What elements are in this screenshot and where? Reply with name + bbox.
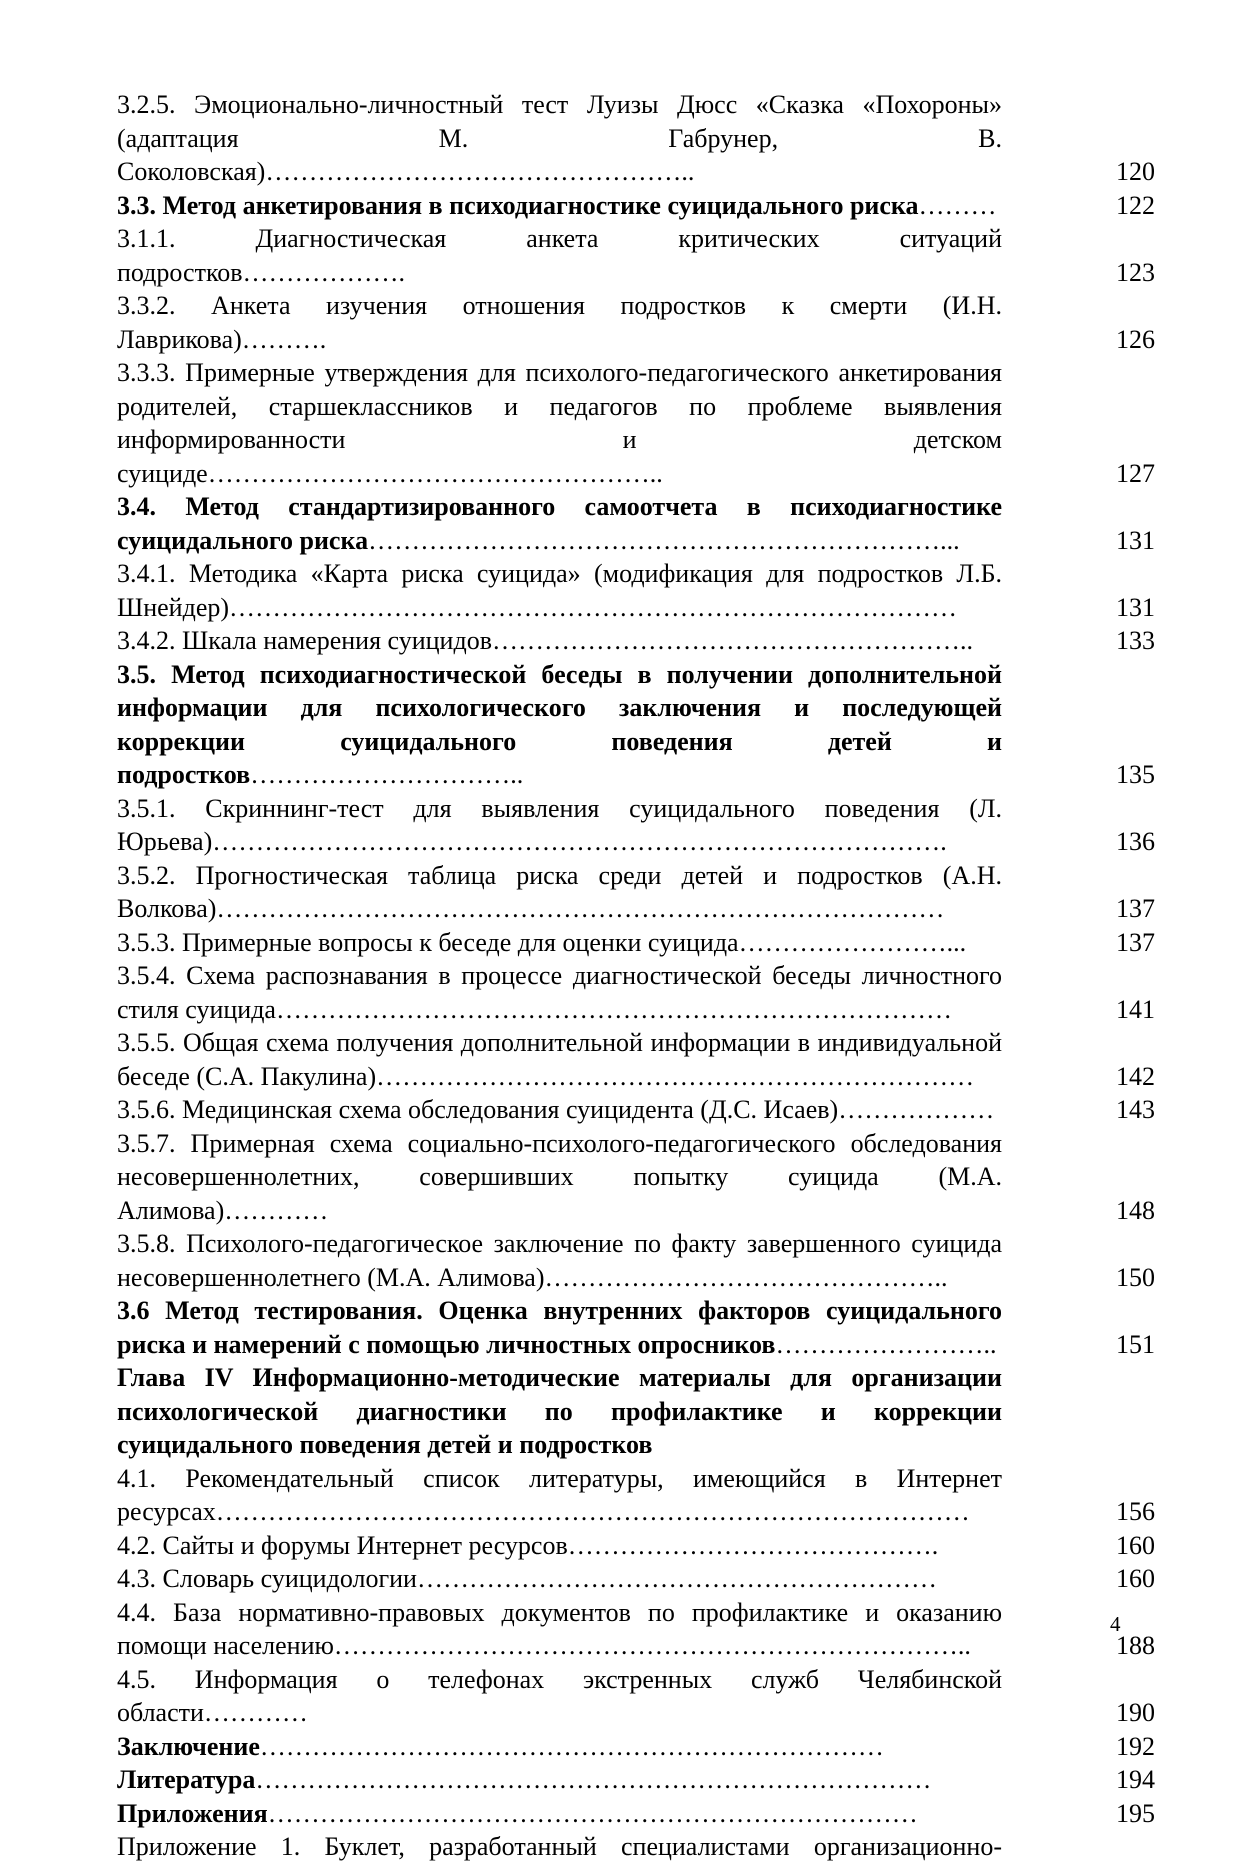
toc-entry-3-6[interactable] (117, 1294, 1155, 1361)
toc-entry-dots: ………………………….. (250, 760, 524, 789)
toc-entry-dots: ………………………………………………………………… (267, 1798, 918, 1828)
toc-entry-title: Приложения (117, 1798, 268, 1828)
toc-entry-3-5-1[interactable] (117, 792, 1155, 859)
toc-entry-title: 4.4. База нормативно-правовых документов по профилактике и оказанию помощи населению……………………………………………………………….. (117, 1597, 1002, 1660)
toc-entry-4-4[interactable] (117, 1596, 1155, 1663)
toc-entry-page: 131 (1116, 525, 1155, 555)
toc-entry-page: 160 (1116, 1564, 1155, 1593)
toc-entry-title: 3.5.8. Психолого-педагогическое заключение по факту завершенного суицида несовершеннолетнего (М.А. Алимова)……………………………………….. (117, 1229, 1002, 1292)
toc-entry-title: 3.4.2. Шкала намерения суицидов……………………………………………….. (117, 626, 973, 655)
toc-entry-page: 151 (1116, 1329, 1155, 1359)
toc-entry-title: 3.5.5. Общая схема получения дополнительной информации в индивидуальной беседе (С.А. Пакулина)…………………………………………………………… (117, 1028, 1002, 1091)
toc-entry-page: 141 (1116, 994, 1155, 1024)
toc-entry-dots: ……… (918, 190, 997, 220)
toc-entry-title: Приложение 1. Буклет, разработанный специалистами организационно- (117, 1832, 1002, 1861)
toc-entry-3-5[interactable] (117, 658, 1155, 792)
toc-entry-title: 4.1. Рекомендательный список литературы, имеющийся в Интернет ресурсах…………………………………………………………………………… (117, 1463, 1002, 1526)
toc-entry-title: 3.5.3. Примерные вопросы к беседе для оценки суицида……………………... (117, 927, 967, 957)
toc-entry-title: 3.5.2. Прогностическая таблица риска среди детей и подростков (А.Н. Волкова)………………………………………………………………………… (117, 860, 1002, 923)
toc-entry-3-2-5[interactable] (117, 88, 1155, 189)
toc-entry-3-3-3[interactable] (117, 356, 1155, 490)
toc-entry-title: Литература (117, 1765, 256, 1794)
toc-entry-3-5-2[interactable] (117, 859, 1155, 926)
toc-entry-3-4[interactable] (117, 490, 1155, 557)
toc-entry-appendix-1[interactable] (117, 1830, 1155, 1864)
toc-entry-3-5-3[interactable] (117, 926, 1155, 960)
toc-entry-title: 3.5. Метод психодиагностической беседы в получении дополнительной информации для психологического заключения и последующей коррекции суицидального поведения детей и подростков (117, 659, 1002, 789)
toc-entry-page: 143 (1116, 1095, 1155, 1124)
table-of-contents (117, 88, 1155, 1864)
toc-entry-3-5-8[interactable] (117, 1227, 1155, 1294)
toc-entry-page: 142 (1116, 1061, 1155, 1091)
toc-entry-page: 192 (1116, 1731, 1155, 1761)
toc-entry-title: 3.5.6. Медицинская схема обследования суицидента (Д.С. Исаев)……………… (117, 1095, 995, 1124)
toc-entry-page: 120 (1116, 157, 1155, 186)
toc-entry-page: 190 (1116, 1698, 1155, 1727)
toc-entry-page: 188 (1116, 1631, 1155, 1660)
toc-entry-literature[interactable] (117, 1763, 1155, 1797)
toc-entry-title: 3.3. Метод анкетирования в психодиагностике суицидального риска (117, 190, 919, 220)
toc-entry-3-4-1[interactable] (117, 557, 1155, 624)
toc-entry-title: 4.2. Сайты и форумы Интернет ресурсов……………………………………. (117, 1530, 939, 1560)
toc-entry-page: 148 (1116, 1195, 1155, 1225)
toc-entry-title: 3.5.4. Схема распознавания в процессе диагностической беседы личностного стиля суицида…………………………………………………………………… (117, 961, 1002, 1024)
toc-entry-page: 137 (1116, 927, 1155, 957)
toc-entry-dots: …………………………………………………………………… (255, 1765, 932, 1794)
toc-entry-title: 3.2.5. Эмоционально-личностный тест Луизы Дюсс «Сказка «Похороны» (адаптация М. Габрунер, В. Соколовская)………………………………………….. (117, 90, 1002, 186)
toc-entry-title: 3.4. Метод стандартизированного самоотчета в психодиагностике суицидального риска (117, 492, 1002, 555)
toc-entry-title: 3.5.1. Скриннинг-тест для выявления суицидального поведения (Л. Юрьева)…………………………………………………………………………. (117, 793, 1002, 856)
toc-entry-page: 156 (1116, 1497, 1155, 1526)
toc-entry-title: 3.6 Метод тестирования. Оценка внутренних факторов суицидального риска и намерений с помощью личностных опросников (117, 1296, 1002, 1359)
toc-entry-title: 4.5. Информация о телефонах экстренных служб Челябинской области………… (117, 1664, 1002, 1727)
toc-entry-page: 133 (1116, 626, 1155, 655)
toc-entry-3-5-5[interactable] (117, 1026, 1155, 1093)
toc-entry-title: 3.3.3. Примерные утверждения для психолого-педагогического анкетирования родителей, старшеклассников и педагогов по проблеме выявления информированности и детском суициде…………………………………………….. (117, 358, 1002, 488)
toc-entry-dots: ……………………………………………………………… (259, 1731, 884, 1761)
toc-entry-page: 135 (1116, 760, 1155, 789)
toc-entry-4-2[interactable] (117, 1529, 1155, 1563)
toc-entry-page: 127 (1116, 458, 1155, 488)
toc-entry-4-3[interactable] (117, 1562, 1155, 1596)
toc-entry-page: 131 (1116, 592, 1155, 622)
toc-entry-page: 126 (1116, 324, 1155, 354)
toc-entry-3-3-2[interactable] (117, 289, 1155, 356)
toc-entry-4-5[interactable] (117, 1663, 1155, 1730)
toc-entry-page: 195 (1116, 1798, 1155, 1828)
toc-entry-page: 123 (1116, 257, 1155, 287)
toc-entry-page: 150 (1116, 1262, 1155, 1292)
toc-entry-page: 136 (1116, 827, 1155, 856)
page-number: 4 (1110, 1612, 1121, 1636)
toc-entry-3-5-7[interactable] (117, 1127, 1155, 1228)
toc-entry-dots: …………………………………………………………... (368, 525, 960, 555)
toc-entry-4-1[interactable] (117, 1462, 1155, 1529)
toc-entry-title: 3.3.2. Анкета изучения отношения подростков к смерти (И.Н. Лаврикова)………. (117, 291, 1002, 354)
toc-entry-3-5-4[interactable] (117, 959, 1155, 1026)
toc-entry-3-4-2[interactable] (117, 624, 1155, 658)
toc-entry-3-1-1[interactable] (117, 222, 1155, 289)
toc-entry-page: 194 (1116, 1765, 1155, 1794)
toc-entry-title: 3.4.1. Методика «Карта риска суицида» (модификация для подростков Л.Б. Шнейдер)………………………………………………………………………… (117, 559, 1002, 622)
toc-entry-title: Глава IV Информационно-методические материалы для организации психологической диагностики по профилактике и коррекции суицидального поведения детей и подростков (117, 1363, 1002, 1459)
toc-entry-3-5-6[interactable] (117, 1093, 1155, 1127)
toc-entry-dots: …………………….. (775, 1329, 997, 1359)
toc-entry-appendices[interactable] (117, 1797, 1155, 1831)
toc-entry-page: 137 (1116, 894, 1155, 923)
toc-entry-title: Заключение (117, 1731, 260, 1761)
toc-entry-3-3[interactable] (117, 189, 1155, 223)
toc-entry-title: 3.1.1. Диагностическая анкета критических ситуаций подростков………………. (117, 224, 1002, 287)
toc-entry-conclusion[interactable] (117, 1730, 1155, 1764)
toc-entry-page: 160 (1116, 1530, 1155, 1560)
toc-entry-title: 3.5.7. Примерная схема социально-психолого-педагогического обследования несовершеннолетних, совершивших попытку суицида (М.А. Алимова)………… (117, 1128, 1002, 1225)
toc-entry-title: 4.3. Словарь суицидологии…………………………………………………… (117, 1564, 937, 1593)
toc-entry-chapter-4[interactable] (117, 1361, 1155, 1462)
toc-entry-page: 122 (1116, 190, 1155, 220)
